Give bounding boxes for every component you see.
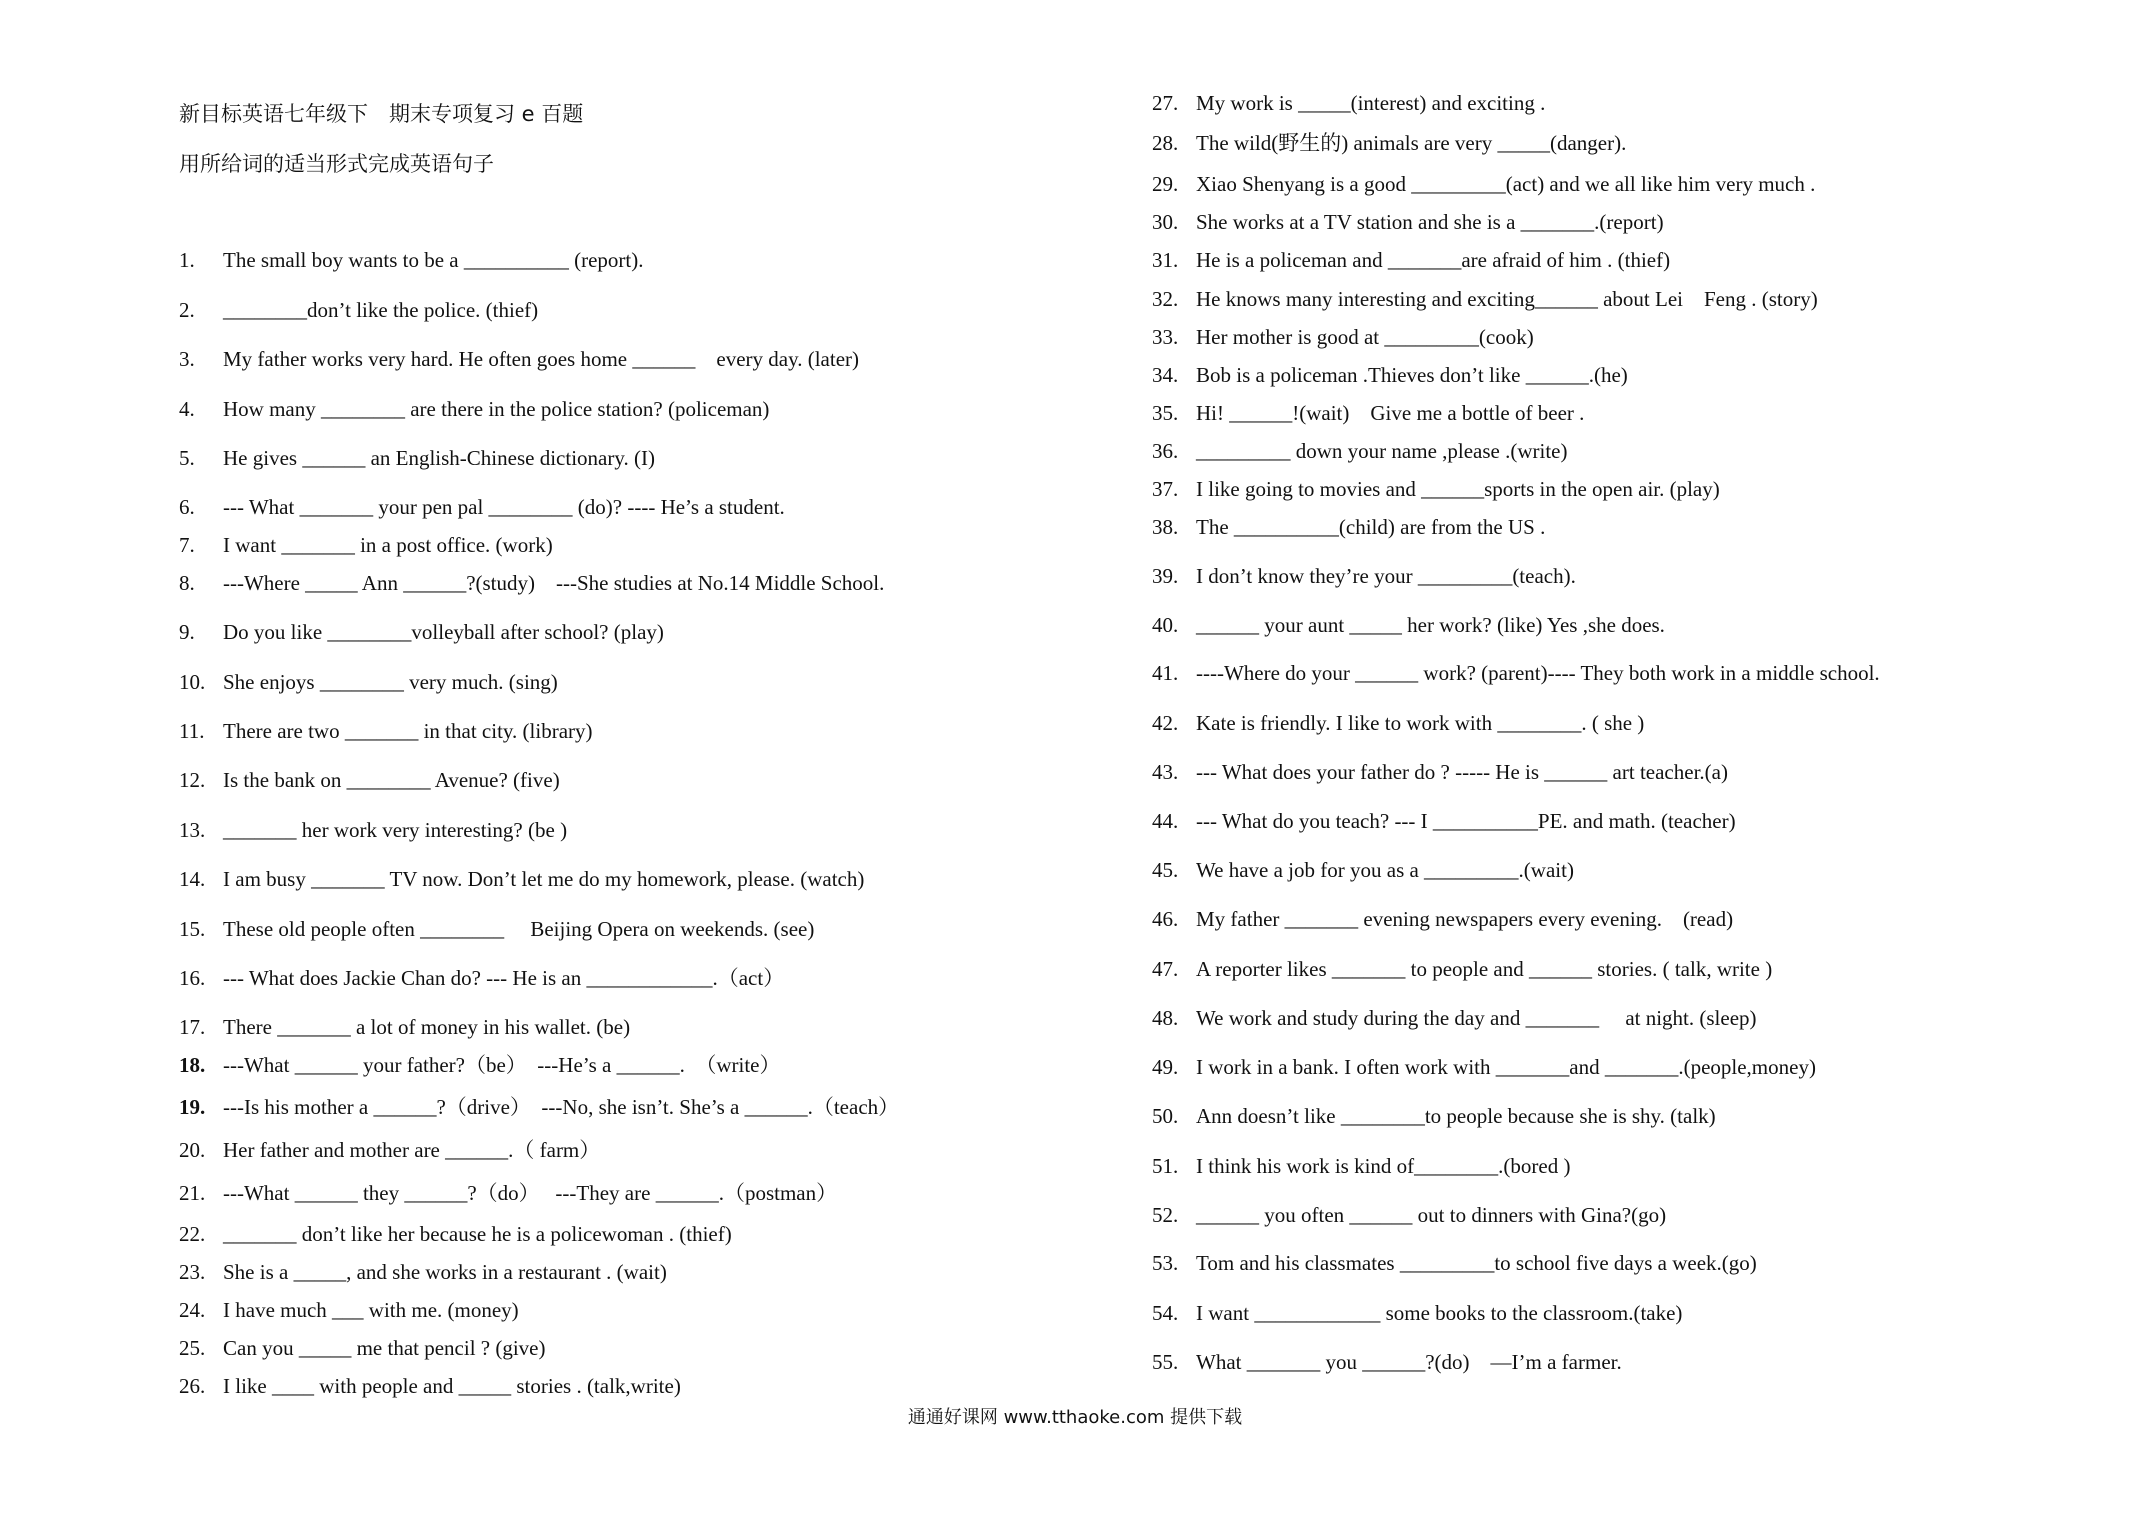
question-text: ______ your aunt _____ her work? (like) Yes ,she does. — [1196, 613, 1665, 637]
question-number: 20. — [179, 1138, 206, 1162]
question-number: 28. — [1152, 131, 1179, 155]
question-text: Bob is a policeman .Thieves don’t like ______.(he) — [1196, 363, 1628, 387]
worksheet-instructions: 用所给词的适当形式完成英语句子 — [179, 152, 494, 176]
question-number: 27. — [1152, 91, 1179, 115]
question-number: 31. — [1152, 248, 1179, 272]
question-text: _________ down your name ,please .(write) — [1196, 439, 1568, 463]
question-number: 14. — [179, 867, 206, 891]
question-text: There _______ a lot of money in his wallet. (be) — [223, 1015, 631, 1039]
question-text: ---What ______ your father?（be） ---He’s a ______. （write） — [223, 1053, 781, 1077]
question-text: My father _______ evening newspapers every evening. (read) — [1196, 907, 1734, 931]
question-number: 45. — [1152, 858, 1179, 882]
question-text: _______ her work very interesting? (be ) — [223, 818, 568, 842]
question-number: 43. — [1152, 760, 1179, 784]
question-text: Her mother is good at _________(cook) — [1196, 325, 1534, 349]
question-text: He knows many interesting and exciting______ about Lei Feng . (story) — [1196, 287, 1818, 311]
question-number: 35. — [1152, 401, 1179, 425]
question-text: I don’t know they’re your _________(teach). — [1196, 564, 1576, 588]
question-number: 34. — [1152, 363, 1179, 387]
question-number: 10. — [179, 670, 206, 694]
question-number: 1. — [179, 248, 195, 272]
question-text: We work and study during the day and _______ at night. (sleep) — [1196, 1006, 1757, 1030]
question-text: I work in a bank. I often work with _______and _______.(people,money) — [1196, 1055, 1816, 1079]
question-number: 38. — [1152, 515, 1179, 539]
question-text: --- What does your father do ? ----- He is ______ art teacher.(a) — [1196, 760, 1728, 784]
question-text: He is a policeman and _______are afraid of him . (thief) — [1196, 248, 1671, 272]
question-number: 21. — [179, 1181, 206, 1205]
question-text: Kate is friendly. I like to work with ________. ( she ) — [1196, 711, 1645, 735]
question-text: The wild(野生的) animals are very _____(danger). — [1196, 131, 1627, 155]
question-text: I like going to movies and ______sports in the open air. (play) — [1196, 477, 1720, 501]
question-text: Xiao Shenyang is a good _________(act) and we all like him very much . — [1196, 172, 1816, 196]
question-number: 15. — [179, 917, 206, 941]
question-number: 53. — [1152, 1251, 1179, 1275]
question-text: I want _______ in a post office. (work) — [223, 533, 553, 557]
question-number: 26. — [179, 1374, 206, 1398]
question-number: 8. — [179, 571, 195, 595]
question-number: 39. — [1152, 564, 1179, 588]
question-number: 30. — [1152, 210, 1179, 234]
question-number: 16. — [179, 966, 206, 990]
question-text: She is a _____, and she works in a restaurant . (wait) — [223, 1260, 667, 1284]
question-number: 44. — [1152, 809, 1179, 833]
question-text: ---Is his mother a ______?（drive） ---No, she isn’t. She’s a ______.（teach） — [223, 1095, 900, 1119]
right-question-column — [1152, 0, 2132, 1518]
question-number: 4. — [179, 397, 195, 421]
question-number: 25. — [179, 1336, 206, 1360]
question-text: We have a job for you as a _________.(wait) — [1196, 858, 1574, 882]
question-number: 22. — [179, 1222, 206, 1246]
question-number: 52. — [1152, 1203, 1179, 1227]
question-text: She works at a TV station and she is a _______.(report) — [1196, 210, 1664, 234]
footer-credit: 通通好课网 www.tthaoke.com 提供下载 — [907, 1407, 1243, 1428]
question-text: I want ____________ some books to the classroom.(take) — [1196, 1301, 1683, 1325]
question-number: 37. — [1152, 477, 1179, 501]
question-text: Do you like ________volleyball after school? (play) — [223, 620, 664, 644]
question-number: 24. — [179, 1298, 206, 1322]
question-text: Tom and his classmates _________to school five days a week.(go) — [1196, 1251, 1757, 1275]
question-number: 47. — [1152, 957, 1179, 981]
question-text: My father works very hard. He often goes home ______ every day. (later) — [223, 347, 860, 371]
question-number: 6. — [179, 495, 195, 519]
question-number: 32. — [1152, 287, 1179, 311]
question-text: These old people often ________ Beijing Opera on weekends. (see) — [223, 917, 815, 941]
question-text: ________don’t like the police. (thief) — [223, 298, 539, 322]
question-number: 2. — [179, 298, 195, 322]
question-text: --- What _______ your pen pal ________ (do)? ---- He’s a student. — [223, 495, 785, 519]
question-text: Her father and mother are ______.（ farm） — [223, 1138, 601, 1162]
question-text: I like ____ with people and _____ stories . (talk,write) — [223, 1374, 681, 1398]
question-text: Ann doesn’t like ________to people because she is shy. (talk) — [1196, 1104, 1716, 1128]
question-text: ---Where _____ Ann ______?(study) ---She studies at No.14 Middle School. — [223, 571, 885, 595]
question-number: 29. — [1152, 172, 1179, 196]
question-number: 19. — [179, 1095, 206, 1119]
question-text: I have much ___ with me. (money) — [223, 1298, 519, 1322]
question-text: What _______ you ______?(do) —I’m a farmer. — [1196, 1350, 1622, 1374]
question-number: 40. — [1152, 613, 1179, 637]
question-text: The small boy wants to be a __________ (report). — [223, 248, 644, 272]
question-text: ----Where do your ______ work? (parent)---- They both work in a middle school. — [1196, 661, 1880, 685]
question-number: 55. — [1152, 1350, 1179, 1374]
question-text: I think his work is kind of________.(bored ) — [1196, 1154, 1571, 1178]
question-number: 11. — [179, 719, 205, 743]
question-number: 42. — [1152, 711, 1179, 735]
question-text: ---What ______ they ______?（do） ---They are ______.（postman） — [223, 1181, 838, 1205]
question-number: 9. — [179, 620, 195, 644]
question-number: 41. — [1152, 661, 1179, 685]
question-text: _______ don’t like her because he is a policewoman . (thief) — [223, 1222, 732, 1246]
question-text: How many ________ are there in the police station? (policeman) — [223, 397, 770, 421]
question-text: --- What do you teach? --- I __________PE. and math. (teacher) — [1196, 809, 1736, 833]
question-text: ______ you often ______ out to dinners with Gina?(go) — [1196, 1203, 1667, 1227]
question-number: 50. — [1152, 1104, 1179, 1128]
question-number: 12. — [179, 768, 206, 792]
question-text: Can you _____ me that pencil ? (give) — [223, 1336, 546, 1360]
question-text: --- What does Jackie Chan do? --- He is an ____________.（act） — [223, 966, 785, 990]
left-question-column — [179, 0, 1079, 1518]
question-text: Is the bank on ________ Avenue? (five) — [223, 768, 560, 792]
question-number: 17. — [179, 1015, 206, 1039]
question-number: 48. — [1152, 1006, 1179, 1030]
question-number: 54. — [1152, 1301, 1179, 1325]
question-number: 23. — [179, 1260, 206, 1284]
worksheet-title: 新目标英语七年级下 期末专项复习 e 百题 — [179, 102, 584, 126]
question-text: I am busy _______ TV now. Don’t let me do my homework, please. (watch) — [223, 867, 865, 891]
question-number: 3. — [179, 347, 195, 371]
question-number: 18. — [179, 1053, 206, 1077]
question-text: Hi! ______!(wait) Give me a bottle of beer . — [1196, 401, 1585, 425]
question-text: My work is _____(interest) and exciting . — [1196, 91, 1546, 115]
question-number: 36. — [1152, 439, 1179, 463]
question-text: The __________(child) are from the US . — [1196, 515, 1546, 539]
question-number: 33. — [1152, 325, 1179, 349]
question-text: He gives ______ an English-Chinese dictionary. (I) — [223, 446, 655, 470]
question-number: 5. — [179, 446, 195, 470]
question-text: A reporter likes _______ to people and ______ stories. ( talk, write ) — [1196, 957, 1773, 981]
question-number: 49. — [1152, 1055, 1179, 1079]
question-text: She enjoys ________ very much. (sing) — [223, 670, 558, 694]
question-number: 46. — [1152, 907, 1179, 931]
question-number: 7. — [179, 533, 195, 557]
question-number: 51. — [1152, 1154, 1179, 1178]
question-number: 13. — [179, 818, 206, 842]
question-text: There are two _______ in that city. (library) — [223, 719, 593, 743]
